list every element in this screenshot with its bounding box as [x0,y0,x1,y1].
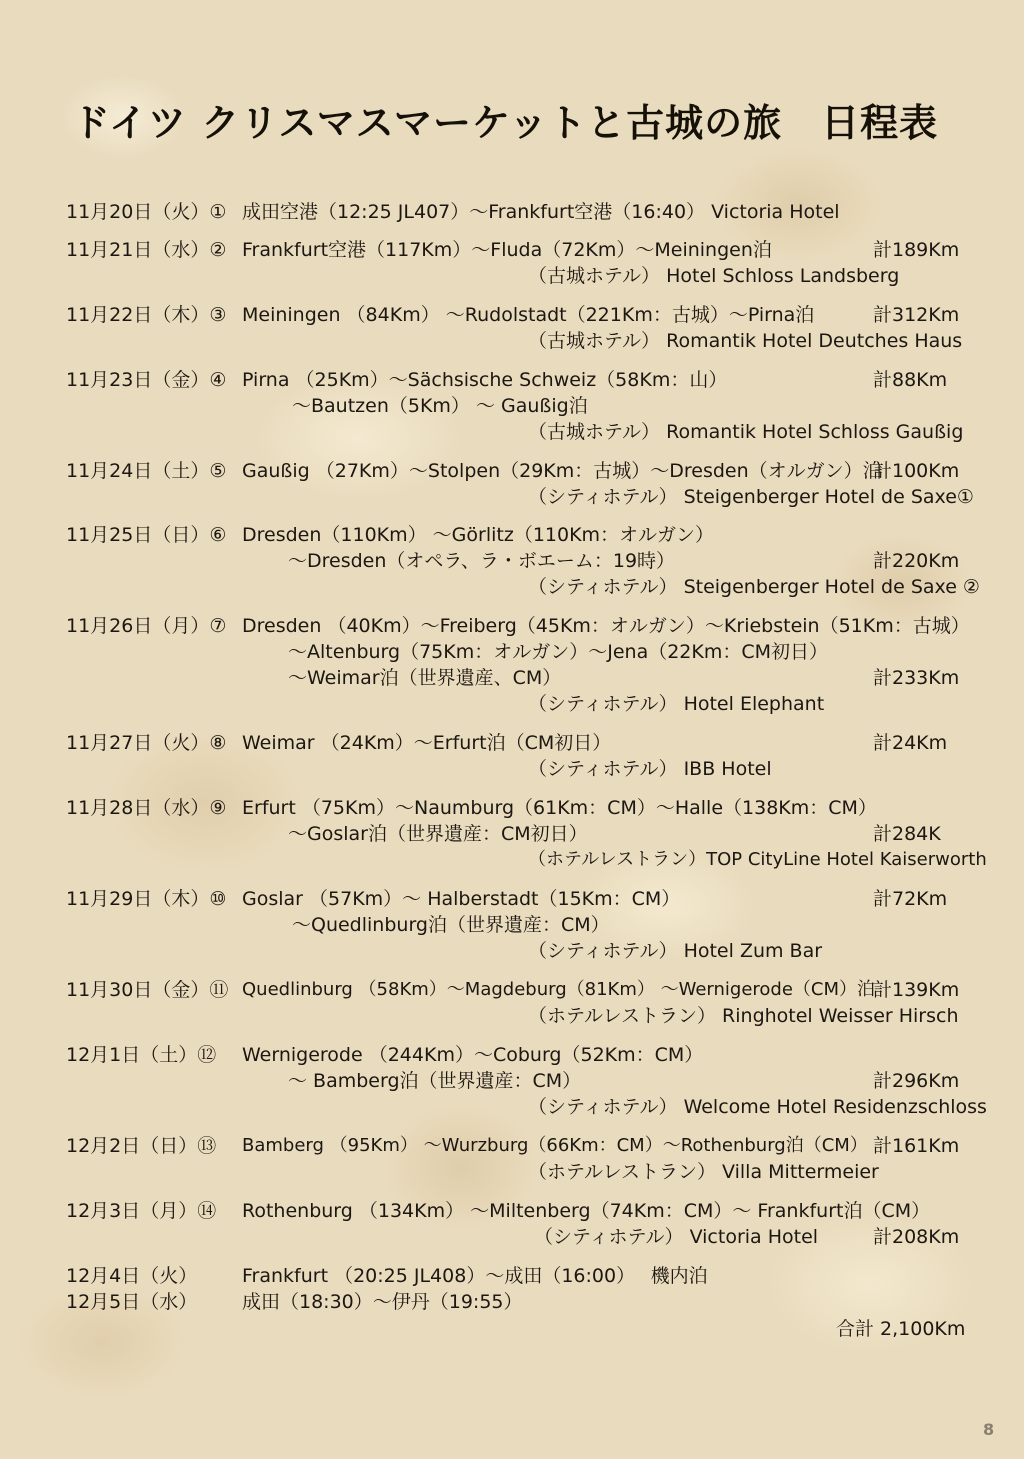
day-10-distance: 計72Km [873,888,948,910]
day-12-route-2: ～ Bamberg泊（世界遺産：CM） [288,1070,582,1092]
day-2-distance: 計189Km [873,239,960,261]
day-2-date: 11月21日（水）② [66,239,227,261]
day-5-date: 11月24日（土）⑤ [66,460,227,482]
day-8-distance: 計24Km [873,732,948,754]
day-3-hotel: （古城ホテル） Romantik Hotel Deutches Haus [528,330,963,352]
day-11-hotel: （ホテルレストラン） Ringhotel Weisser Hirsch [528,1005,959,1027]
day-14-date: 12月3日（月）⑭ [66,1200,217,1222]
day-6-route-2: ～Dresden（オペラ、ラ・ボエーム：19時） [288,550,676,572]
day-13-date: 12月2日（日）⑬ [66,1135,217,1157]
day-10-route: Goslar （57Km）～ Halberstadt（15Km：CM） [242,888,681,910]
day-10-date: 11月29日（木）⑩ [66,888,227,910]
day-1-date: 11月20日（火）① [66,201,227,223]
day-6-distance: 計220Km [873,550,960,572]
day-9-route: Erfurt （75Km）～Naumburg（61Km：CM）～Halle（138Km：CM） [242,797,877,819]
grand-total: 合計 2,100Km [836,1318,966,1340]
day-7-date: 11月26日（月）⑦ [66,615,227,637]
page-number: 8 [983,1420,995,1439]
day-15-route: Frankfurt （20:25 JL408）～成田（16:00） 機内泊 [242,1265,708,1287]
day-4-date: 11月23日（金）④ [66,369,227,391]
day-9-distance: 計284K [873,823,941,845]
day-12-hotel: （シティホテル） Welcome Hotel Residenzschloss [528,1096,987,1118]
day-6-route: Dresden（110Km） ～Görlitz（110Km：オルガン） [242,524,715,546]
day-12-distance: 計296Km [873,1070,960,1092]
day-11-date: 11月30日（金）⑪ [66,979,229,1001]
day-16-date: 12月5日（水） [66,1291,198,1313]
day-7-distance: 計233Km [873,667,960,689]
day-4-route-2: ～Bautzen（5Km） ～ Gaußig泊 [292,395,588,417]
day-7-route-2: ～Altenburg（75Km：オルガン）～Jena（22Km：CM初日） [288,641,829,663]
day-5-distance: 計100Km [873,460,960,482]
day-8-route: Weimar （24Km）～Erfurt泊（CM初日） [242,732,612,754]
day-13-distance: 計161Km [873,1135,960,1157]
day-3-distance: 計312Km [873,304,960,326]
day-3-route: Meiningen （84Km） ～Rudolstadt（221Km：古城）～Pirna泊 [242,304,815,326]
day-4-hotel: （古城ホテル） Romantik Hotel Schloss Gaußig [528,421,964,443]
day-8-hotel: （シティホテル） IBB Hotel [528,758,772,780]
day-11-distance: 計139Km [873,979,960,1001]
day-10-route-2: ～Quedlinburg泊（世界遺産：CM） [292,914,610,936]
day-8-date: 11月27日（火）⑧ [66,732,227,754]
page-title: ドイツ クリスマスマーケットと古城の旅 日程表 [71,101,939,145]
day-9-hotel: （ホテルレストラン）TOP CityLine Hotel Kaiserworth [528,849,987,870]
day-9-date: 11月28日（水）⑨ [66,797,227,819]
day-1-route: 成田空港（12:25 JL407）～Frankfurt空港（16:40） Victoria Hotel [242,201,840,223]
day-4-route: Pirna （25Km）～Sächsische Schweiz（58Km：山） [242,369,728,391]
day-12-date: 12月1日（土）⑫ [66,1044,217,1066]
day-6-date: 11月25日（日）⑥ [66,524,227,546]
day-4-distance: 計88Km [873,369,948,391]
day-16-route: 成田（18:30）～伊丹（19:55） [242,1291,523,1313]
day-2-hotel: （古城ホテル） Hotel Schloss Landsberg [528,265,900,287]
day-13-route: Bamberg （95Km） ～Wurzburg（66Km：CM）～Rothenburg泊（CM） [242,1135,868,1156]
day-5-hotel: （シティホテル） Steigenberger Hotel de Saxe① [528,486,974,508]
day-12-route: Wernigerode （244Km）～Coburg（52Km：CM） [242,1044,704,1066]
day-7-route: Dresden （40Km）～Freiberg（45Km：オルガン）～Kriebstein（51Km：古城） [242,615,970,637]
day-7-route-3: ～Weimar泊（世界遺産、CM） [288,667,562,689]
day-11-route: Quedlinburg （58Km）～Magdeburg（81Km） ～Wernigerode（CM）泊 [242,979,876,1000]
day-5-route: Gaußig （27Km）～Stolpen（29Km：古城）～Dresden（オルガン）泊 [242,460,882,482]
day-15-date: 12月4日（火） [66,1265,198,1287]
day-14-distance: 計208Km [873,1226,960,1248]
day-2-route: Frankfurt空港（117Km）～Fluda（72Km）～Meiningen泊 [242,239,772,261]
day-10-hotel: （シティホテル） Hotel Zum Bar [528,940,823,962]
day-3-date: 11月22日（木）③ [66,304,227,326]
day-6-hotel: （シティホテル） Steigenberger Hotel de Saxe ② [528,576,980,598]
day-14-hotel: （シティホテル） Victoria Hotel [534,1226,819,1248]
day-7-hotel: （シティホテル） Hotel Elephant [528,693,825,715]
day-9-route-2: ～Goslar泊（世界遺産：CM初日） [288,823,588,845]
day-14-route: Rothenburg （134Km） ～Miltenberg（74Km：CM）～ Frankfurt泊（CM） [242,1200,931,1222]
day-13-hotel: （ホテルレストラン） Villa Mittermeier [528,1161,879,1183]
